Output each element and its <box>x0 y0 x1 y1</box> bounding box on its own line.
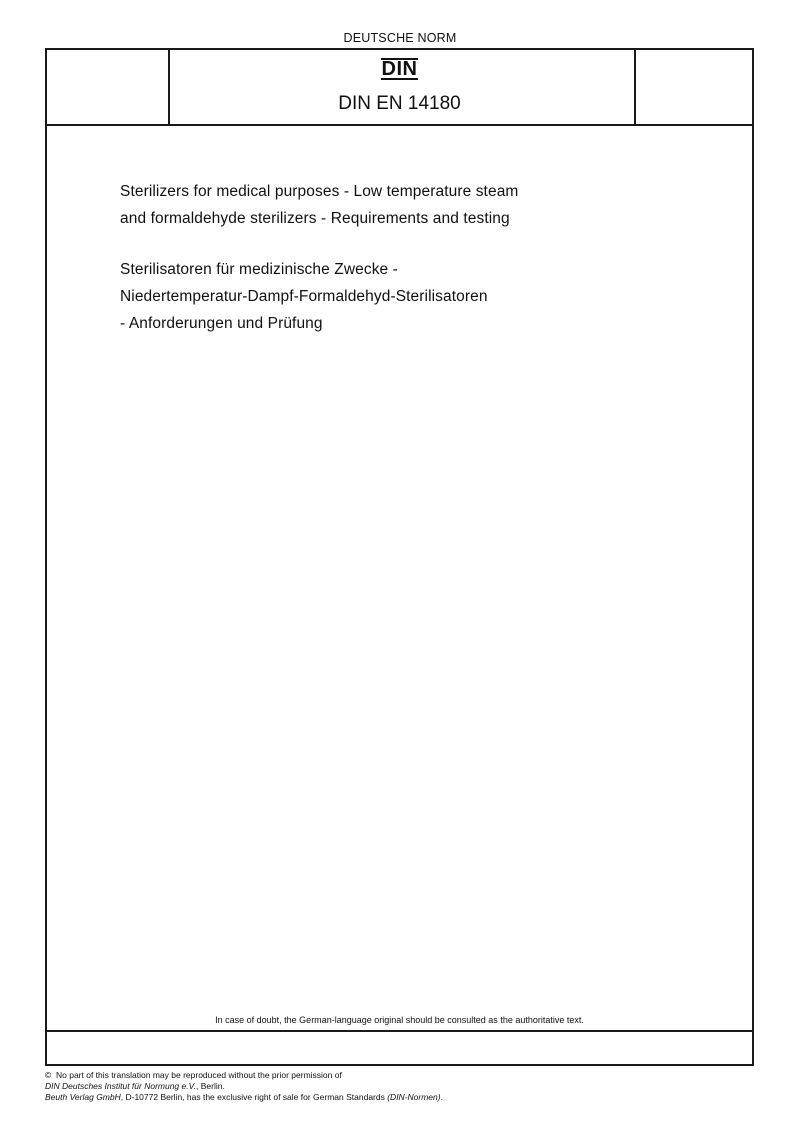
copyright-line-1 <box>45 1070 443 1081</box>
copyright-line-1-text: No part of this translation may be reproduced without the prior permission of <box>56 1070 342 1080</box>
copyright-notice <box>45 1070 443 1103</box>
header-label: DEUTSCHE NORM <box>343 31 457 45</box>
copyright-line-2-rest: , Berlin. <box>196 1081 225 1091</box>
english-title <box>120 178 518 232</box>
din-institute-name: DIN Deutsches Institut für Normung e.V. <box>45 1081 197 1091</box>
document-frame <box>45 48 754 1066</box>
english-title-line-2: and formaldehyde sterilizers - Requirements and testing <box>120 210 510 227</box>
english-title-line-1: Sterilizers for medical purposes - Low temperature steam <box>120 183 519 200</box>
authoritative-text-note: In case of doubt, the German-language original should be consulted as the authoritative text. <box>215 1015 584 1025</box>
din-normen-label: (DIN-Normen) <box>387 1092 441 1102</box>
german-title-line-1: Sterilisatoren für medizinische Zwecke - <box>120 261 398 278</box>
copyright-line-3 <box>45 1092 443 1103</box>
copyright-line-3-end: . <box>440 1092 443 1102</box>
din-logo-text: DIN <box>381 58 418 80</box>
copyright-line-2 <box>45 1081 443 1092</box>
din-logo <box>47 58 752 81</box>
copyright-line-3-mid: , D-10772 Berlin, has the exclusive right of sale for German Standards <box>120 1092 388 1102</box>
publisher-name: Beuth Verlag GmbH <box>45 1092 121 1102</box>
title-block <box>47 50 752 126</box>
footer-divider <box>47 1030 752 1032</box>
german-title-line-3: - Anforderungen und Prüfung <box>120 315 323 332</box>
document-number: DIN EN 14180 <box>338 93 461 114</box>
copyright-symbol: © <box>45 1070 52 1080</box>
german-title <box>120 256 488 337</box>
german-title-line-2: Niedertemperatur-Dampf-Formaldehyd-Sterilisatoren <box>120 288 488 305</box>
